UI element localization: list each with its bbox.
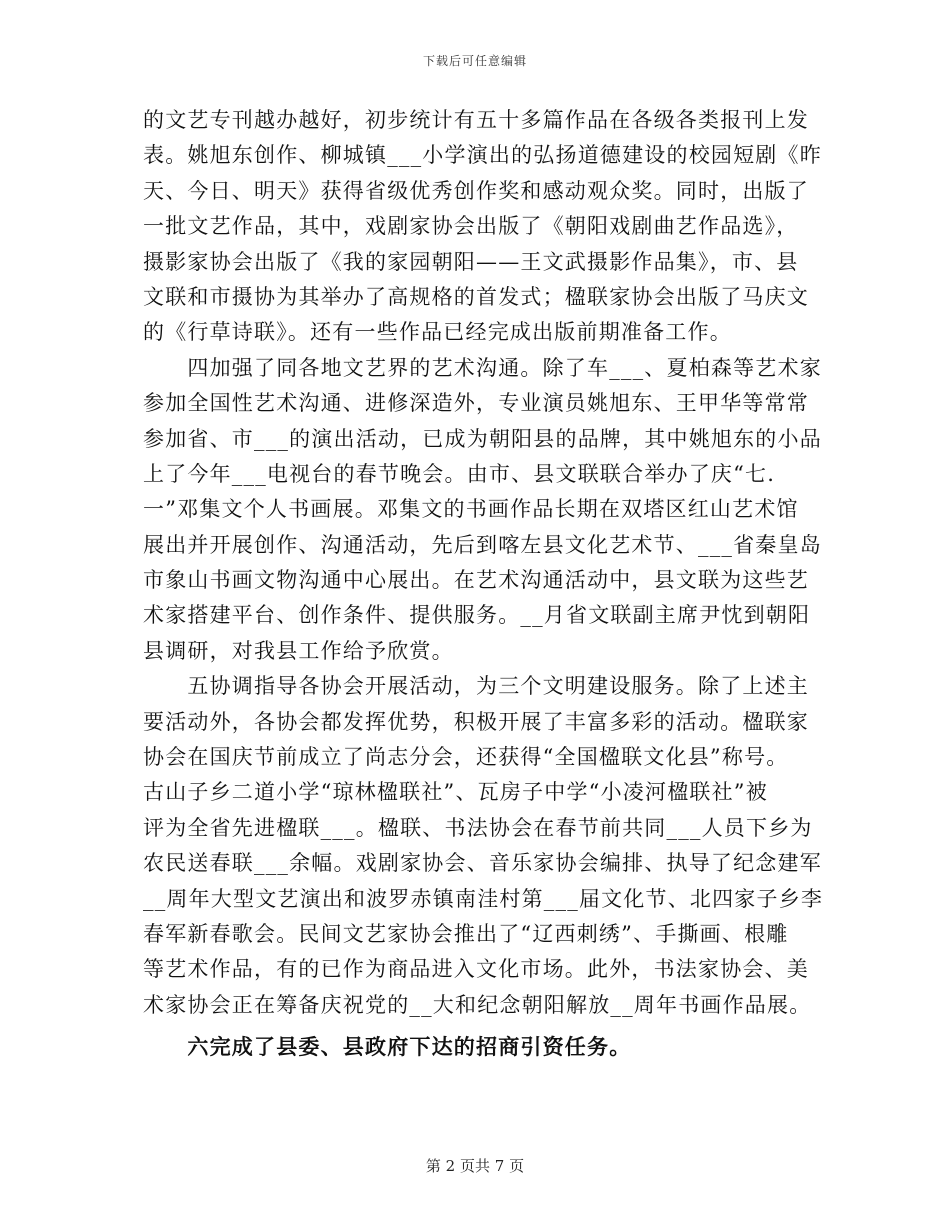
text-line: 上了今年___电视台的春节晚会。由市、县文联联合举办了庆“七.	[143, 461, 776, 486]
text-line: 术家协会正在筹备庆祝党的__大和纪念朝阳解放__周年书画作品展。	[143, 992, 812, 1017]
page-header: 下载后可任意编辑	[422, 54, 527, 68]
text-line: 参加全国性艺术沟通、进修深造外，专业演员姚旭东、王甲华等常常	[143, 391, 809, 416]
text-line: 农民送春联___余幅。戏剧家协会、音乐家协会编排、执导了纪念建军	[143, 851, 822, 876]
text-line: 展出并开展创作、沟通活动，先后到喀左县文化艺术节、___省秦皇岛	[143, 532, 822, 557]
text-line: 的文艺专刊越办越好，初步统计有五十多篇作品在各级各类报刊上发	[143, 108, 809, 132]
text-line: 要活动外，各协会都发挥优势，积极开展了丰富多彩的活动。楹联家	[143, 709, 809, 734]
text-line: 一”邓集文个人书画展。邓集文的书画作品长期在双塔区红山艺术馆	[143, 497, 799, 522]
text-line: 评为全省先进楹联___。楹联、书法协会在春节前共同___人员下乡为	[143, 815, 813, 840]
text-line: 市象山书画文物沟通中心展出。在艺术沟通活动中，县文联为这些艺	[143, 568, 809, 593]
page-number: 第 2 页共 7 页	[425, 1157, 525, 1175]
text-line: 表。姚旭东创作、柳城镇___小学演出的弘扬道德建设的校园短剧《昨	[143, 143, 822, 168]
text-line: 摄影家协会出版了《我的家园朝阳——王文武摄影作品集》，市、县	[143, 249, 799, 274]
text-line: 春军新春歌会。民间文艺家协会推出了“辽西刺绣”、手撕画、根雕	[143, 921, 789, 946]
text-line: 协会在国庆节前成立了尚志分会，还获得“全国楹联文化县”称号。	[143, 745, 789, 770]
text-line: 文联和市摄协为其举办了高规格的首发式；楹联家协会出版了马庆文	[143, 284, 809, 309]
text-line: 古山子乡二道小学“琼林楹联社”、瓦房子中学“小凌河楹联社”被	[143, 780, 768, 805]
text-line: 参加省、市___的演出活动，已成为朝阳县的品牌，其中姚旭东的小品	[143, 426, 822, 451]
text-line: 天、今日、明天》获得省级优秀创作奖和感动观众奖。同时，出版了	[143, 178, 809, 203]
text-line: 一批文艺作品，其中，戏剧家协会出版了《朝阳戏剧曲艺作品选》，	[143, 214, 799, 239]
text-line: __周年大型文艺演出和波罗赤镇南洼村第___届文化节、北四家子乡李	[143, 886, 824, 911]
text-line: 等艺术作品，有的已作为商品进入文化市场。此外，书法家协会、美	[143, 957, 809, 982]
text-line: 五协调指导各协会开展活动，为三个文明建设服务。除了上述主	[143, 674, 809, 699]
document-body	[143, 103, 824, 1065]
text-line: 的《行草诗联》。还有一些作品已经完成出版前期准备工作。	[143, 320, 732, 345]
text-line: 四加强了同各地文艺界的艺术沟通。除了车___、夏柏森等艺术家	[143, 355, 822, 380]
text-line: 术家搭建平台、创作条件、提供服务。__月省文联副主席尹忱到朝阳	[143, 603, 811, 628]
text-line: 县调研，对我县工作给予欣赏。	[143, 638, 454, 663]
section-heading: 六完成了县委、县政府下达的招商引资任务。	[143, 1034, 632, 1060]
